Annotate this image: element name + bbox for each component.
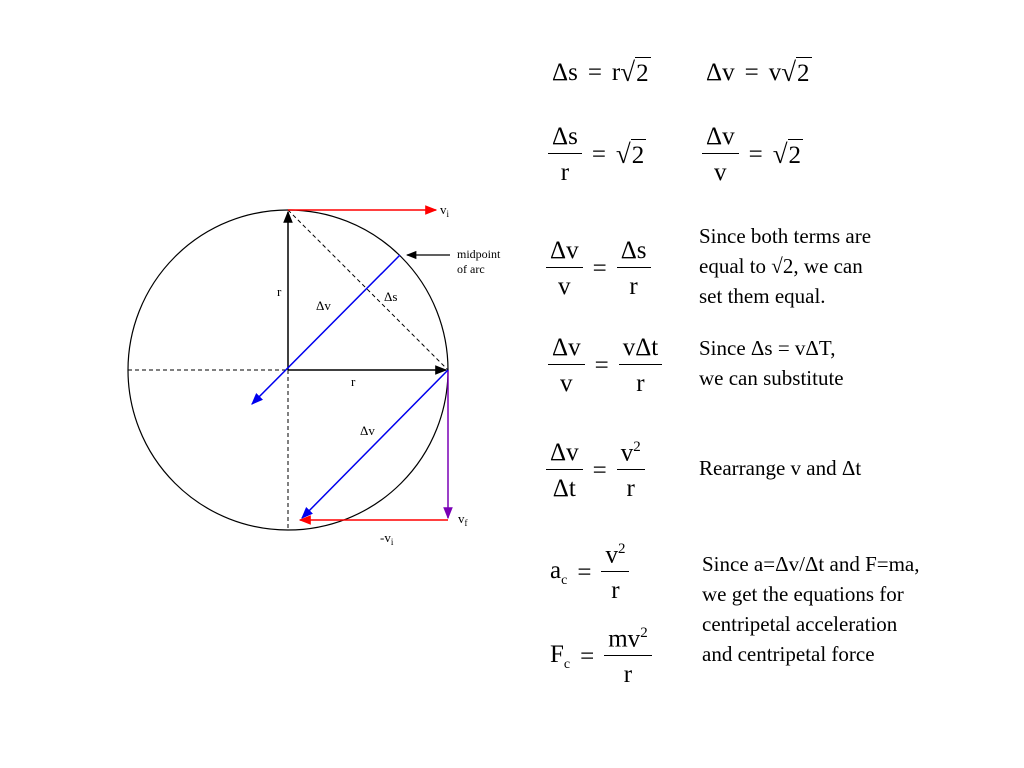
note4-line2: we get the equations for [702, 582, 904, 606]
eq1b-equals: = [744, 58, 759, 86]
equation-dv-dt-equals-v2-r [546, 440, 645, 501]
delta-v-upper-label: Δv [316, 298, 331, 313]
note-rearrange [699, 453, 861, 483]
eq1a-lhs: Δs [552, 58, 578, 86]
eq7-fraction: $\frac{mv^2}{r}$ [604, 626, 651, 687]
eq1a-coef: r [611, 58, 621, 86]
eq1b-radical: √2 [781, 56, 810, 87]
midpoint-label-line2: of arc [457, 262, 485, 276]
eq6-symbol: $a_c$ [550, 556, 568, 588]
eq6-equals: = [577, 559, 592, 587]
eq6-fraction: $\frac{v^2}{r}$ [601, 542, 629, 603]
note1-line3: set them equal. [699, 284, 826, 308]
eq2a-fraction: $\frac{\Delta s}{r}$ [548, 124, 582, 185]
note-centripetal [702, 549, 920, 669]
eq4-equals: = [594, 352, 609, 379]
neg-vi-label: $-v_i$ [380, 530, 394, 547]
note2-line2: we can substitute [699, 366, 844, 390]
equation-centripetal-acceleration [550, 542, 629, 603]
note4-line1: Since a=Δv/Δt and F=ma, [702, 552, 920, 576]
note2-line1: Since Δs = vΔT, [699, 336, 836, 360]
equation-dv-v-equals-vdt-r [548, 335, 662, 396]
delta-v-upper-arrow [252, 255, 400, 404]
eq3-fraction-left: $\frac{\Delta v}{v}$ [546, 238, 583, 299]
eq2a-equals: = [591, 141, 606, 168]
eq2b-fraction: $\frac{\Delta v}{v}$ [702, 124, 739, 185]
eq1a-radical: √2 [620, 56, 649, 87]
equation-dv-over-v [702, 124, 803, 185]
equation-ds-over-r [548, 124, 646, 185]
vi-label: $v_i$ [440, 202, 450, 219]
note-substitute [699, 333, 844, 393]
equation-centripetal-force [550, 626, 652, 687]
note1-line1: Since both terms are [699, 224, 872, 248]
r-vertical-label: r [277, 284, 282, 299]
note4-line3: centripetal acceleration [702, 612, 898, 636]
chord-delta-s-dashed [288, 210, 448, 370]
eq2b-radical: √2 [772, 139, 802, 169]
delta-s-label: Δs [384, 289, 398, 304]
equation-dv-v-equals-ds-r [546, 238, 651, 299]
eq4-fraction-right: $\frac{\text{vΔt}}{r}$ [619, 335, 663, 396]
eq1b-lhs: Δv [706, 58, 735, 86]
eq7-equals: = [580, 643, 595, 671]
midpoint-label-line1: midpoint [457, 247, 501, 261]
equation-delta-s-r-root2 [552, 58, 651, 86]
eq5-equals: = [592, 457, 607, 485]
eq7-symbol: $F_c$ [550, 640, 571, 672]
note-set-equal [699, 221, 871, 311]
note1-line2: equal to √2, we can [699, 254, 863, 278]
eq2a-radical: √2 [615, 139, 645, 169]
note4-line4: and centripetal force [702, 642, 875, 666]
eq1b-coef: v [768, 58, 782, 86]
eq5-fraction-right: $\frac{v^2}{r}$ [617, 440, 645, 501]
eq2b-equals: = [748, 141, 763, 168]
note3-line1: Rearrange v and Δt [699, 456, 862, 480]
delta-v-lower-arrow [302, 370, 448, 518]
equation-delta-v-v-root2 [706, 58, 812, 86]
eq1a-equals: = [587, 58, 602, 86]
r-horizontal-label: r [351, 374, 356, 389]
eq5-fraction-left: $\frac{\Delta v}{\Delta t}$ [546, 440, 583, 501]
eq3-equals: = [592, 255, 607, 282]
vf-label: $v_f$ [458, 511, 468, 528]
eq3-fraction-right: $\frac{\Delta s}{r}$ [617, 238, 651, 299]
eq4-fraction-left: $\frac{\Delta v}{v}$ [548, 335, 585, 396]
delta-v-lower-label: Δv [360, 423, 375, 438]
